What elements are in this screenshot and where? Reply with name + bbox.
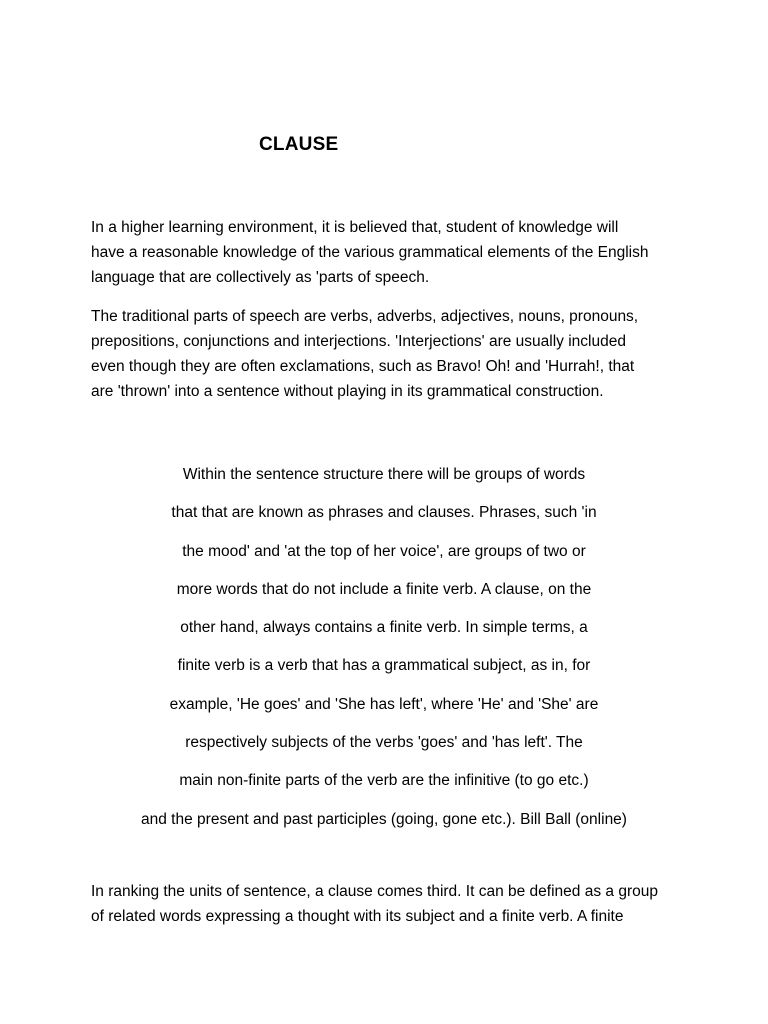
quote-line: the mood' and 'at the top of her voice', are groups of two or xyxy=(182,542,586,560)
quote-line: main non-finite parts of the verb are the infinitive (to go etc.) xyxy=(179,772,589,790)
text-line: In a higher learning environment, it is believed that, student of knowledge will xyxy=(91,219,619,236)
quote-line: respectively subjects of the verbs 'goes' and 'has left'. The xyxy=(185,734,583,752)
quote-line: finite verb is a verb that has a grammatical subject, as in, for xyxy=(177,657,591,675)
text-line: of related words expressing a thought with its subject and a finite verb. A finite xyxy=(91,908,624,925)
text-line: even though they are often exclamations, such as Bravo! Oh! and 'Hurrah!, that xyxy=(91,358,635,375)
paragraph-intro xyxy=(91,215,691,290)
text-line: The traditional parts of speech are verbs, adverbs, adjectives, nouns, pronouns, xyxy=(91,308,639,325)
block-quote xyxy=(100,456,668,839)
quote-line: that that are known as phrases and clauses. Phrases, such 'in xyxy=(171,504,597,522)
quote-line: example, 'He goes' and 'She has left', where 'He' and 'She' are xyxy=(169,695,599,713)
quote-line: Within the sentence structure there will be groups of words xyxy=(182,466,586,483)
text-line: In ranking the units of sentence, a clause comes third. It can be defined as a group xyxy=(91,883,658,900)
text-line: have a reasonable knowledge of the various grammatical elements of the English xyxy=(91,244,649,261)
text-line: language that are collectively as 'parts of speech. xyxy=(91,269,430,286)
paragraph-clause-definition xyxy=(91,879,691,929)
quote-line: and the present and past participles (going, gone etc.). Bill Ball (online) xyxy=(141,810,627,828)
text-line: are 'thrown' into a sentence without playing in its grammatical construction. xyxy=(91,383,604,400)
document-title: CLAUSE xyxy=(259,134,339,155)
text-line: prepositions, conjunctions and interjections. 'Interjections' are usually included xyxy=(91,333,626,350)
paragraph-parts-of-speech xyxy=(91,304,691,404)
quote-line: more words that do not include a finite verb. A clause, on the xyxy=(176,580,592,598)
quote-line: other hand, always contains a finite verb. In simple terms, a xyxy=(180,619,588,637)
